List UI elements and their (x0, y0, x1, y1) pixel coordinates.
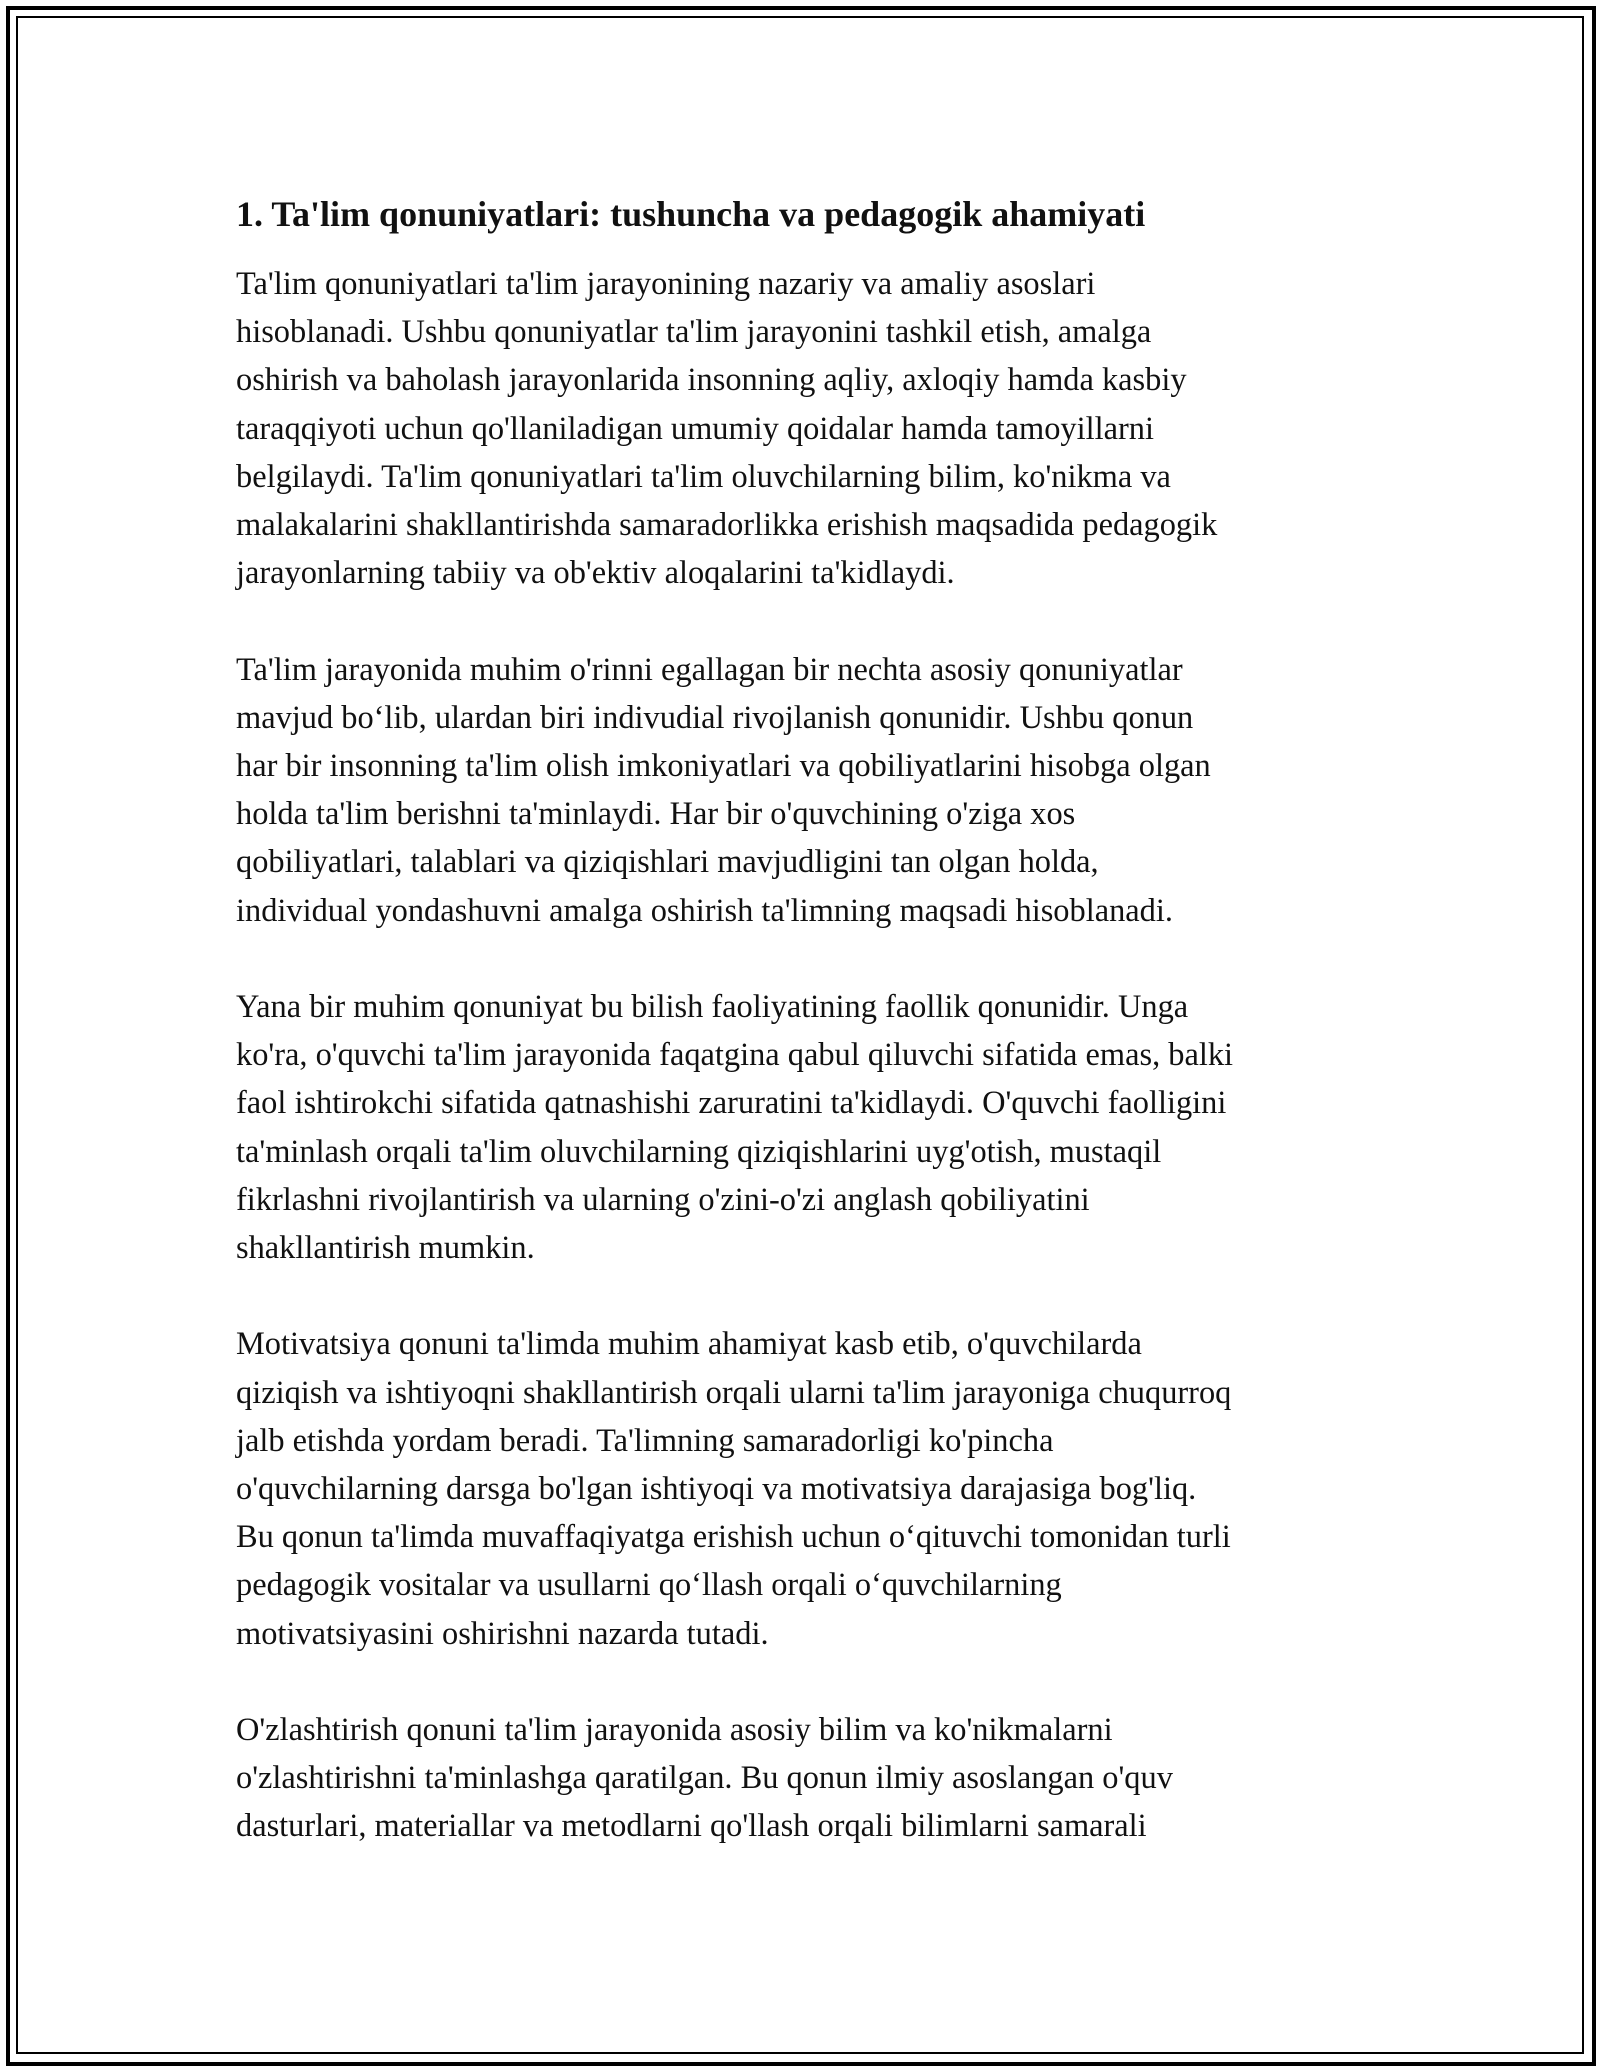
paragraph-line: ta'minlash orqali ta'lim oluvchilarning qiziqishlarini uyg'otish, mustaqil (236, 1133, 1162, 1170)
paragraph-line: oshirish va baholash jarayonlarida insonning aqliy, axloqiy hamda kasbiy (236, 362, 1187, 399)
paragraph-line: o'zlashtirishni ta'minlashga qaratilgan. Bu qonun ilmiy asoslangan o'quv (236, 1760, 1173, 1797)
paragraph-line: mavjud bo‘lib, ulardan biri indivudial rivojlanish qonunidir. Ushbu qonun (236, 699, 1194, 736)
paragraph-line: jarayonlarning tabiiy va ob'ektiv aloqalarini ta'kidlaydi. (236, 555, 955, 592)
paragraph-line: Ta'lim jarayonida muhim o'rinni egallagan bir nechta asosiy qonuniyatlar (236, 651, 1183, 688)
paragraph-1 (236, 260, 1386, 597)
paragraph-line: hisoblanadi. Ushbu qonuniyatlar ta'lim jarayonini tashkil etish, amalga (236, 314, 1152, 351)
paragraph-line: o'quvchilarning darsga bo'lgan ishtiyoqi va motivatsiya darajasiga bog'liq. (236, 1471, 1197, 1508)
paragraph-line: shakllantirish mumkin. (236, 1230, 535, 1267)
paragraph-line: pedagogik vositalar va usullarni qo‘llash orqali o‘quvchilarning (236, 1567, 1062, 1604)
paragraph-2 (236, 646, 1386, 935)
paragraph-line: fikrlashni rivojlantirish va ularning o'zini-o'zi anglash qobiliyatini (236, 1181, 1090, 1218)
paragraph-line: O'zlashtirish qonuni ta'lim jarayonida asosiy bilim va ko'nikmalarni (236, 1712, 1113, 1749)
paragraph-line: dasturlari, materiallar va metodlarni qo'llash orqali bilimlarni samarali (236, 1808, 1147, 1845)
paragraph-line: Bu qonun ta'limda muvaffaqiyatga erishish uchun o‘qituvchi tomonidan turli (236, 1519, 1231, 1556)
paragraph-line: ko'ra, o'quvchi ta'lim jarayonida faqatgina qabul qiluvchi sifatida emas, balki (236, 1037, 1234, 1074)
paragraph-line: Motivatsiya qonuni ta'limda muhim ahamiyat kasb etib, o'quvchilarda (236, 1326, 1142, 1363)
paragraph-line: Yana bir muhim qonuniyat bu bilish faoliyatining faollik qonunidir. Unga (236, 989, 1189, 1026)
paragraph-line: qiziqish va ishtiyoqni shakllantirish orqali ularni ta'lim jarayoniga chuqurroq (236, 1374, 1232, 1411)
section-heading: 1. Ta'lim qonuniyatlari: tushuncha va pedagogik ahamiyati (236, 194, 1146, 234)
paragraph-line: qobiliyatlari, talablari va qiziqishlari mavjudligini tan olgan holda, (236, 844, 1099, 881)
paragraph-line: holda ta'lim berishni ta'minlaydi. Har bir o'quvchining o'ziga xos (236, 796, 1076, 833)
paragraph-line: motivatsiyasini oshirishni nazarda tutadi. (236, 1615, 769, 1652)
paragraph-line: jalb etishda yordam beradi. Ta'limning samaradorligi ko'pincha (236, 1422, 1054, 1459)
paragraph-line: faol ishtirokchi sifatida qatnashishi zaruratini ta'kidlaydi. O'quvchi faolligini (236, 1085, 1227, 1122)
paragraph-3 (236, 983, 1386, 1272)
paragraph-line: taraqqiyoti uchun qo'llaniladigan umumiy qoidalar hamda tamoyillarni (236, 410, 1154, 447)
paragraph-5 (236, 1706, 1386, 1851)
paragraph-line: malakalarini shakllantirishda samaradorlikka erishish maqsadida pedagogik (236, 507, 1218, 544)
paragraph-line: individual yondashuvni amalga oshirish ta'limning maqsadi hisoblanadi. (236, 892, 1173, 929)
paragraph-line: har bir insonning ta'lim olish imkoniyatlari va qobiliyatlarini hisobga olgan (236, 748, 1211, 785)
paragraph-line: belgilaydi. Ta'lim qonuniyatlari ta'lim oluvchilarning bilim, ko'nikma va (236, 458, 1171, 495)
paragraph-line: Ta'lim qonuniyatlari ta'lim jarayonining nazariy va amaliy asoslari (236, 266, 1096, 302)
document-body (236, 188, 1386, 1899)
paragraph-4 (236, 1320, 1386, 1657)
